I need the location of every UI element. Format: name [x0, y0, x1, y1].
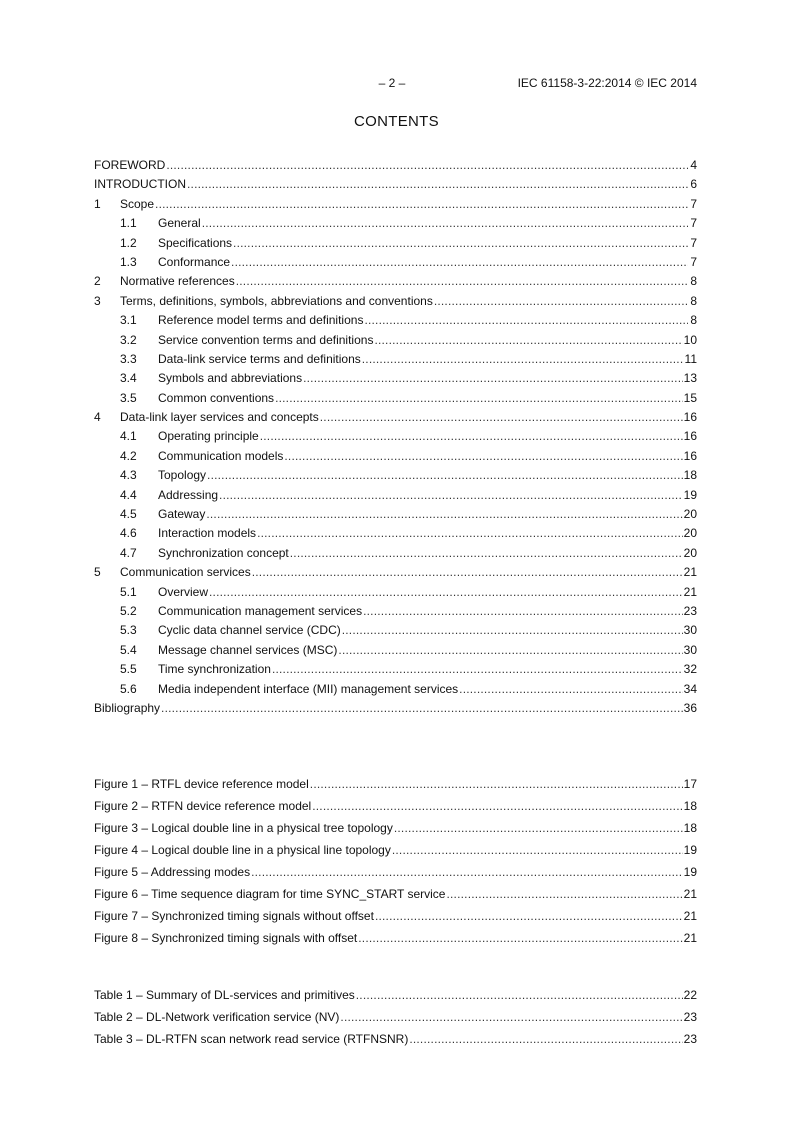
toc-entry[interactable] — [94, 369, 697, 388]
toc-entry-number: 4.2 — [120, 448, 137, 463]
toc-entry-label: Time synchronization — [158, 662, 271, 677]
toc-entry-page: 16 — [683, 448, 697, 463]
toc-entry[interactable] — [94, 680, 697, 699]
toc-entry-page: 19 — [683, 843, 697, 857]
dot-leader — [202, 214, 688, 233]
dot-leader — [364, 311, 688, 330]
dot-leader — [284, 447, 682, 466]
toc-entry-number: 3.1 — [120, 313, 137, 328]
dot-leader — [209, 583, 683, 602]
dot-leader — [252, 563, 683, 582]
toc-entry-page: 17 — [683, 777, 697, 791]
toc-entry-page: 36 — [683, 700, 697, 715]
toc-entry-page: 8 — [690, 293, 697, 308]
toc-entry-label: Communication services — [120, 565, 251, 580]
toc-entry-page: 7 — [690, 235, 697, 250]
toc-entry-label: Figure 4 – Logical double line in a physical line topology — [94, 843, 391, 857]
dot-leader — [233, 234, 688, 253]
toc-entry-label: Synchronization concept — [158, 545, 289, 560]
toc-entry-number: 3 — [94, 293, 101, 308]
toc-entry-label: General — [158, 216, 201, 231]
dot-leader — [231, 253, 688, 272]
toc-entry-label: Addressing — [158, 487, 219, 502]
toc-entry-page: 6 — [690, 177, 697, 192]
toc-entry[interactable] — [94, 861, 697, 883]
toc-entry-number: 5.6 — [120, 681, 137, 696]
toc-entry-page: 18 — [683, 468, 697, 483]
toc-entry[interactable] — [94, 175, 697, 194]
toc-entry-page: 32 — [683, 662, 697, 677]
toc-entry[interactable] — [94, 984, 697, 1006]
toc-entry-number: 1.3 — [120, 254, 137, 269]
toc-entry-number: 4.7 — [120, 545, 137, 560]
toc-entry-page: 19 — [683, 487, 697, 502]
toc-entry[interactable] — [94, 660, 697, 679]
toc-entry[interactable] — [94, 408, 697, 427]
toc-entry[interactable] — [94, 544, 697, 563]
toc-entry-label: INTRODUCTION — [94, 177, 186, 192]
toc-entry-page: 20 — [683, 526, 697, 541]
toc-entry-label: Reference model terms and definitions — [158, 313, 364, 328]
toc-entry-number: 3.4 — [120, 371, 137, 386]
toc-entry[interactable] — [94, 602, 697, 621]
page-number: – 2 – — [378, 76, 406, 90]
toc-entry[interactable] — [94, 795, 697, 817]
toc-entry-label: Scope — [120, 196, 155, 211]
toc-entry-label: Figure 2 – RTFN device reference model — [94, 799, 312, 813]
toc-entry[interactable] — [94, 839, 697, 861]
toc-entry-number: 4.4 — [120, 487, 137, 502]
toc-entry-number: 4.5 — [120, 507, 137, 522]
toc-entry[interactable] — [94, 883, 697, 905]
toc-entry-label: Figure 3 – Logical double line in a physical tree topology — [94, 821, 393, 835]
toc-entry-label: Symbols and abbreviations — [158, 371, 303, 386]
toc-entry-label: Data-link service terms and definitions — [158, 351, 361, 366]
toc-entry-page: 20 — [683, 545, 697, 560]
toc-entry-label: Common conventions — [158, 390, 275, 405]
toc-entry-page: 21 — [683, 931, 697, 945]
toc-entry-number: 5.4 — [120, 642, 137, 657]
dot-leader — [375, 905, 683, 927]
dot-leader — [446, 883, 682, 905]
dot-leader — [310, 773, 683, 795]
toc-entry-label: Bibliography — [94, 700, 161, 715]
page-header — [0, 76, 793, 92]
toc-entry-number: 4.6 — [120, 526, 137, 541]
toc-entry-label: Table 3 – DL-RTFN scan network read service (RTFNSNR) — [94, 1032, 409, 1046]
dot-leader — [206, 505, 682, 524]
toc-entry-number: 3.3 — [120, 351, 137, 366]
page-title: CONTENTS — [354, 113, 439, 130]
toc-entry-page: 16 — [683, 410, 697, 425]
toc-entry-page: 8 — [690, 313, 697, 328]
toc-entry-number: 5 — [94, 565, 101, 580]
dot-leader — [342, 621, 683, 640]
toc-entry[interactable] — [94, 699, 697, 718]
toc-entry[interactable] — [94, 389, 697, 408]
toc-entry-page: 18 — [683, 821, 697, 835]
toc-entry-label: Service convention terms and definitions — [158, 332, 374, 347]
toc-entry-label: Normative references — [120, 274, 235, 289]
toc-entry-page: 23 — [683, 1010, 697, 1024]
dot-leader — [338, 641, 682, 660]
toc-entry[interactable] — [94, 331, 697, 350]
toc-entry-label: Figure 1 – RTFL device reference model — [94, 777, 309, 791]
toc-entry-number: 4 — [94, 410, 101, 425]
toc-entry-page: 30 — [683, 623, 697, 638]
standard-reference: IEC 61158-3-22:2014 © IEC 2014 — [517, 76, 697, 90]
toc-entry-page: 18 — [683, 799, 697, 813]
toc-entry-number: 1.1 — [120, 216, 137, 231]
toc-entry-label: Operating principle — [158, 429, 259, 444]
dot-leader — [363, 602, 683, 621]
toc-entry-label: Message channel services (MSC) — [158, 642, 338, 657]
dot-leader — [340, 1006, 682, 1028]
toc-entry-number: 4.3 — [120, 468, 137, 483]
dot-leader — [312, 795, 682, 817]
toc-entry-label: Figure 6 – Time sequence diagram for time SYNC_START service — [94, 887, 446, 901]
toc-entry-label: Table 1 – Summary of DL-services and primitives — [94, 988, 355, 1002]
toc-entry[interactable] — [94, 524, 697, 543]
dot-leader — [187, 175, 688, 194]
toc-entry-number: 1 — [94, 196, 101, 211]
toc-entry[interactable] — [94, 817, 697, 839]
toc-entry-number: 3.2 — [120, 332, 137, 347]
toc-entry-page: 11 — [684, 351, 697, 366]
toc-entry-page: 21 — [683, 584, 697, 599]
dot-leader — [260, 427, 683, 446]
toc-entry[interactable] — [94, 447, 697, 466]
dot-leader — [251, 861, 683, 883]
toc-entry[interactable] — [94, 427, 697, 446]
toc-entry-label: FOREWORD — [94, 158, 166, 172]
toc-entry-page: 8 — [690, 274, 697, 289]
toc-entry[interactable] — [94, 927, 697, 949]
toc-entry-page: 30 — [683, 642, 697, 657]
toc-entry[interactable] — [94, 156, 697, 175]
toc-entry-page: 10 — [683, 332, 697, 347]
dot-leader — [207, 466, 683, 485]
toc-entry[interactable] — [94, 234, 697, 253]
dot-leader — [394, 817, 683, 839]
dot-leader — [236, 272, 688, 291]
dot-leader — [392, 839, 683, 861]
toc-entry[interactable] — [94, 292, 697, 311]
toc-entry[interactable] — [94, 773, 697, 795]
list-of-tables — [94, 984, 697, 1050]
toc-entry-page: 13 — [683, 371, 697, 386]
toc-entry-page: 20 — [683, 507, 697, 522]
toc-entry-label: Figure 8 – Synchronized timing signals with offset — [94, 931, 358, 945]
toc-entry-label: Conformance — [158, 254, 231, 269]
dot-leader — [356, 984, 683, 1006]
toc-entry[interactable] — [94, 583, 697, 602]
toc-entry[interactable] — [94, 214, 697, 233]
toc-entry[interactable] — [94, 253, 697, 272]
toc-entry-label: Communication management services — [158, 603, 363, 618]
dot-leader — [161, 699, 683, 718]
toc-entry-page: 4 — [690, 158, 697, 172]
toc-entry-page: 16 — [683, 429, 697, 444]
toc-entry-label: Data-link layer services and concepts — [120, 410, 319, 425]
table-of-contents — [94, 156, 697, 718]
toc-entry-label: Interaction models — [158, 526, 257, 541]
toc-entry[interactable] — [94, 195, 697, 214]
toc-entry-label: Specifications — [158, 235, 233, 250]
dot-leader — [358, 927, 682, 949]
toc-entry-label: Cyclic data channel service (CDC) — [158, 623, 341, 638]
dot-leader — [219, 486, 683, 505]
toc-entry-label: Table 2 – DL-Network verification service (NV) — [94, 1010, 340, 1024]
toc-entry-page: 23 — [683, 603, 697, 618]
dot-leader — [362, 350, 684, 369]
toc-entry-number: 5.3 — [120, 623, 137, 638]
toc-entry[interactable] — [94, 621, 697, 640]
toc-entry-page: 19 — [683, 865, 697, 879]
dot-leader — [374, 331, 682, 350]
toc-entry-number: 1.2 — [120, 235, 137, 250]
toc-entry-label: Media independent interface (MII) management services — [158, 681, 459, 696]
toc-entry-label: Figure 7 – Synchronized timing signals without offset — [94, 909, 374, 923]
toc-entry-page: 22 — [683, 988, 697, 1002]
toc-entry-number: 5.5 — [120, 662, 137, 677]
toc-entry[interactable] — [94, 641, 697, 660]
dot-leader — [320, 408, 683, 427]
toc-entry-page: 7 — [690, 254, 697, 269]
toc-entry[interactable] — [94, 466, 697, 485]
dot-leader — [275, 389, 683, 408]
dot-leader — [155, 195, 688, 214]
toc-entry[interactable] — [94, 272, 697, 291]
toc-entry-number: 5.2 — [120, 603, 137, 618]
dot-leader — [303, 369, 683, 388]
toc-entry-page: 21 — [683, 909, 697, 923]
toc-entry-label: Communication models — [158, 448, 284, 463]
toc-entry-label: Topology — [158, 468, 207, 483]
toc-entry-page: 21 — [683, 565, 697, 580]
dot-leader — [434, 292, 688, 311]
toc-entry[interactable] — [94, 350, 697, 369]
dot-leader — [272, 660, 683, 679]
toc-entry-label: Figure 5 – Addressing modes — [94, 865, 251, 879]
toc-entry[interactable] — [94, 486, 697, 505]
list-of-figures — [94, 773, 697, 949]
dot-leader — [459, 680, 682, 699]
toc-entry-page: 23 — [683, 1032, 697, 1046]
toc-entry[interactable] — [94, 1006, 697, 1028]
toc-entry-label: Gateway — [158, 507, 206, 522]
dot-leader — [166, 156, 688, 175]
toc-entry-page: 34 — [683, 681, 697, 696]
dot-leader — [409, 1028, 682, 1050]
dot-leader — [290, 544, 683, 563]
toc-entry-label: Terms, definitions, symbols, abbreviations and conventions — [120, 293, 433, 308]
toc-entry-page: 7 — [690, 196, 697, 211]
toc-entry[interactable] — [94, 505, 697, 524]
toc-entry-number: 5.1 — [120, 584, 137, 599]
toc-entry-number: 2 — [94, 274, 101, 289]
toc-entry-number: 4.1 — [120, 429, 137, 444]
toc-entry[interactable] — [94, 311, 697, 330]
toc-entry-page: 21 — [683, 887, 697, 901]
toc-entry-label: Overview — [158, 584, 209, 599]
toc-entry-page: 15 — [683, 390, 697, 405]
dot-leader — [257, 524, 683, 543]
toc-entry[interactable] — [94, 563, 697, 582]
toc-entry-number: 3.5 — [120, 390, 137, 405]
toc-entry[interactable] — [94, 1028, 697, 1050]
toc-entry-page: 7 — [690, 216, 697, 231]
toc-entry[interactable] — [94, 905, 697, 927]
